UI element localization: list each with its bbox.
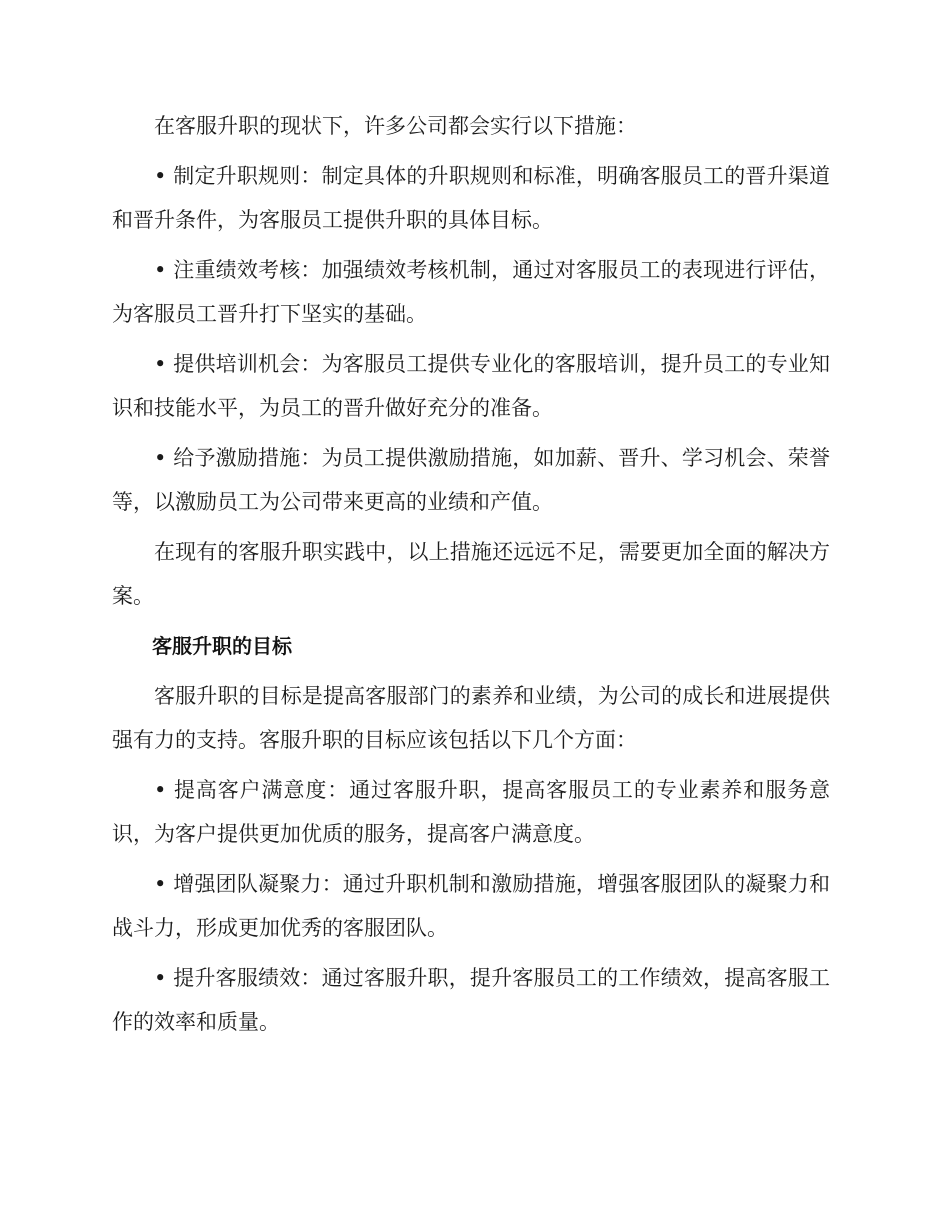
bullet-customer-satisfaction: • 提高客户满意度：通过客服升职，提高客服员工的专业素养和服务意识，为客户提供更加优质的服务，提高客户满意度。 [112,778,830,846]
bullet-training: • 提供培训机会：为客服员工提供专业化的客服培训，提升员工的专业知识和技能水平，为员工的晋升做好充分的准备。 [112,352,830,420]
section-heading: 客服升职的目标 [152,634,292,658]
summary-paragraph: 在现有的客服升职实践中，以上措施还远远不足，需要更加全面的解决方案。 [112,540,830,608]
bullet-service-performance: • 提升客服绩效：通过客服升职，提升客服员工的工作绩效，提高客服工作的效率和质量。 [112,966,830,1034]
bullet-team-cohesion: • 增强团队凝聚力：通过升职机制和激励措施，增强客服团队的凝聚力和战斗力，形成更加优秀的客服团队。 [112,872,830,940]
bullet-promotion-rules: • 制定升职规则：制定具体的升职规则和标准，明确客服员工的晋升渠道和晋升条件，为客服员工提供升职的具体目标。 [112,164,830,232]
bullet-performance-review: • 注重绩效考核：加强绩效考核机制，通过对客服员工的表现进行评估，为客服员工晋升打下坚实的基础。 [112,258,830,326]
bullet-incentives: • 给予激励措施：为员工提供激励措施，如加薪、晋升、学习机会、荣誉等，以激励员工为公司带来更高的业绩和产值。 [112,446,830,514]
goals-paragraph: 客服升职的目标是提高客服部门的素养和业绩，为公司的成长和进展提供强有力的支持。客服升职的目标应该包括以下几个方面： [112,684,830,752]
intro-paragraph: 在客服升职的现状下，许多公司都会实行以下措施： [154,114,637,138]
document-body [112,104,830,1050]
